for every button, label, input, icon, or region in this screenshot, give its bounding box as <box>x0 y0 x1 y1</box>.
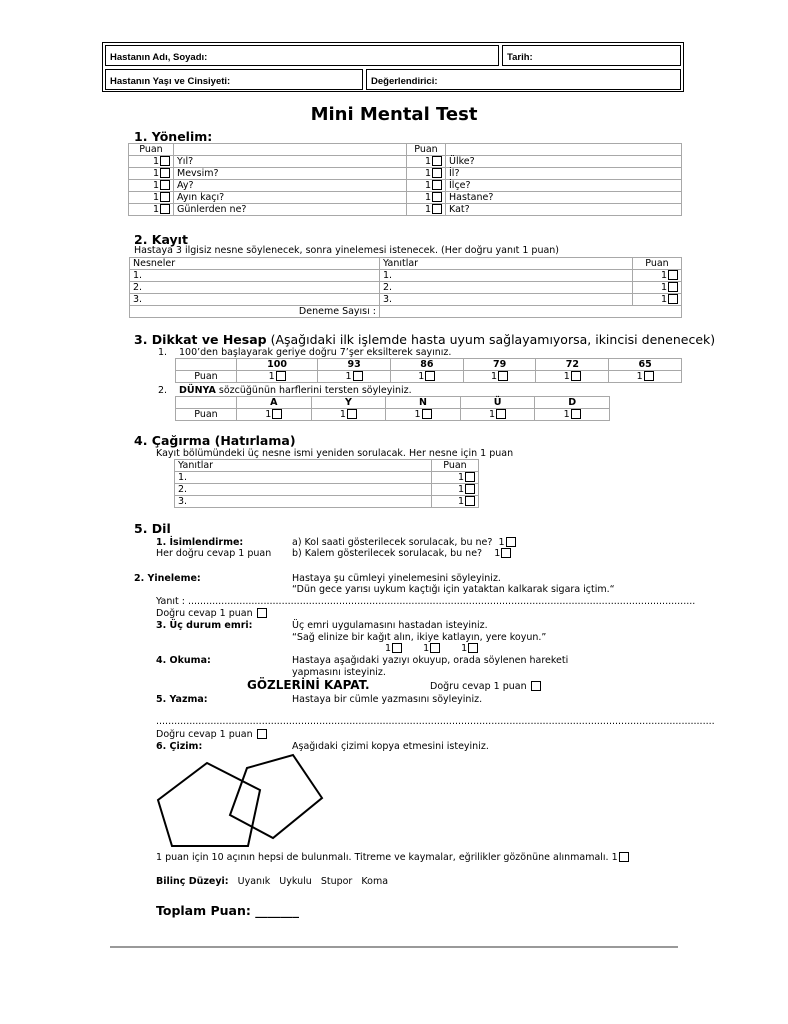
score-checkbox[interactable] <box>422 409 432 419</box>
consciousness-row <box>156 876 388 887</box>
orientation-item: İlçe? <box>446 180 682 192</box>
letter-cell: Y <box>311 397 386 409</box>
section-recall-heading: 4. Çağırma (Hatırlama) <box>134 433 296 448</box>
score-checkbox[interactable] <box>160 204 170 214</box>
score-checkbox[interactable] <box>496 409 506 419</box>
pentagon-right <box>230 755 322 838</box>
section-registration-heading: 2. Kayıt <box>134 232 188 247</box>
age-sex-label: Hastanın Yaşı ve Cinsiyeti: <box>110 76 231 87</box>
object-row[interactable]: 2. <box>130 282 380 294</box>
score-checkbox[interactable] <box>160 180 170 190</box>
orientation-item: Ayın kaçı? <box>174 192 407 204</box>
writing-answer-line[interactable]: ......................................................................................................................................................................................... <box>156 716 715 727</box>
consciousness-option[interactable]: Uykulu <box>279 876 312 887</box>
repeat-quote: “Dün gece yarısı uykum kaçtığı için yataktan kalkarak sigara içtim.“ <box>292 584 615 595</box>
naming-sub: Her doğru cevap 1 puan <box>156 548 272 559</box>
reading-command: GÖZLERİNİ KAPAT. <box>247 678 370 692</box>
score-checkbox[interactable] <box>432 180 442 190</box>
number-cell: 86 <box>390 359 463 371</box>
answers-header: Yanıtlar <box>380 258 633 270</box>
page-title: Mini Mental Test <box>310 104 478 125</box>
section-language-heading: 5. Dil <box>134 521 171 536</box>
total-label: Toplam Puan: <box>156 903 251 918</box>
puan-header: Puan <box>129 144 174 156</box>
orientation-item: Günlerden ne? <box>174 204 407 216</box>
recall-answer-row[interactable]: 2. <box>175 484 432 496</box>
score-checkbox[interactable] <box>531 681 541 691</box>
score-checkbox[interactable] <box>430 643 440 653</box>
naming-a: a) Kol saati gösterilecek sorulacak, bu ne? 1 <box>292 537 516 548</box>
orientation-item: Mevsim? <box>174 168 407 180</box>
naming-b: b) Kalem gösterilecek sorulacak, bu ne? 1 <box>292 548 511 559</box>
score-checkbox[interactable] <box>432 156 442 166</box>
score-checkbox[interactable] <box>425 371 435 381</box>
points-header: Puan <box>432 460 479 472</box>
score-checkbox[interactable] <box>465 496 475 506</box>
score-checkbox[interactable] <box>571 371 581 381</box>
letter-cell: Ü <box>460 397 535 409</box>
total-score <box>156 903 299 918</box>
score-checkbox[interactable] <box>644 371 654 381</box>
recall-answer-row[interactable]: 1. <box>175 472 432 484</box>
score-checkbox[interactable] <box>160 168 170 178</box>
attention-title: 3. Dikkat ve Hesap <box>134 332 267 347</box>
reading-text1: Hastaya aşağıdaki yazıyı okuyup, orada söylenen hareketi <box>292 655 569 666</box>
score-checkbox[interactable] <box>668 282 678 292</box>
score-checkbox[interactable] <box>347 409 357 419</box>
points-header: Puan <box>633 258 682 270</box>
score-checkbox[interactable] <box>353 371 363 381</box>
trials-label: Deneme Sayısı : <box>130 306 380 318</box>
reading-correct: Doğru cevap 1 puan <box>430 681 541 692</box>
evaluator-label: Değerlendirici: <box>371 76 438 87</box>
repeat-label: 2. Yineleme: <box>134 573 201 584</box>
score-checkbox[interactable] <box>668 294 678 304</box>
attention-item1-num: 1. <box>158 347 168 358</box>
score-checkbox[interactable] <box>392 643 402 653</box>
command-checkboxes: 1 1 1 <box>385 643 478 654</box>
date-label: Tarih: <box>507 52 533 63</box>
score-checkbox[interactable] <box>619 852 629 862</box>
command-label: 3. Üç durum emri: <box>156 620 253 631</box>
orientation-item: Hastane? <box>446 192 682 204</box>
answer-row[interactable]: 1. <box>380 270 633 282</box>
consciousness-option[interactable]: Stupor <box>320 876 353 887</box>
intersecting-pentagons-figure <box>150 748 330 852</box>
total-blank[interactable]: _______ <box>255 903 300 918</box>
score-checkbox[interactable] <box>506 537 516 547</box>
recall-instruction: Kayıt bölümündeki üç nesne ismi yeniden sorulacak. Her nesne için 1 puan <box>156 448 514 459</box>
answer-row[interactable]: 3. <box>380 294 633 306</box>
writing-correct: Doğru cevap 1 puan <box>156 729 267 740</box>
section-attention-heading <box>134 332 715 347</box>
repeat-text: Hastaya şu cümleyi yinelemesini söyleyiniz. <box>292 573 501 584</box>
reading-text2: yapmasını isteyiniz. <box>292 667 386 678</box>
letter-cell: D <box>535 397 610 409</box>
dunya-table: A Y N Ü D Puan 1 1 1 1 1 <box>175 396 610 421</box>
object-row[interactable]: 3. <box>130 294 380 306</box>
score-checkbox[interactable] <box>571 409 581 419</box>
attention-item2-text: DÜNYA sözcüğünün harflerini tersten söyleyiniz. <box>179 385 412 396</box>
score-checkbox[interactable] <box>465 472 475 482</box>
objects-header: Nesneler <box>130 258 380 270</box>
consciousness-label: Bilinç Düzeyi: <box>156 876 229 887</box>
puan-label: Puan <box>176 371 237 383</box>
drawing-note: 1 puan için 10 açının hepsi de bulunmalı. Titreme ve kaymalar, eğrilikler gözönüne alınmamalı. 1 <box>156 852 629 863</box>
score-checkbox[interactable] <box>257 608 267 618</box>
orientation-item: Ay? <box>174 180 407 192</box>
orientation-item: Yıl? <box>174 156 407 168</box>
score-checkbox[interactable] <box>468 643 478 653</box>
number-cell: 100 <box>237 359 318 371</box>
number-cell: 79 <box>463 359 536 371</box>
orientation-item: Ülke? <box>446 156 682 168</box>
command-quote: “Sağ elinize bir kağıt alın, ikiye katlayın, yere koyun.” <box>292 632 547 643</box>
patient-age-sex-field[interactable] <box>105 69 363 90</box>
score-checkbox[interactable] <box>432 204 442 214</box>
writing-text: Hastaya bir cümle yazmasını söyleyiniz. <box>292 694 483 705</box>
dunya-word: DÜNYA <box>179 385 216 396</box>
object-row[interactable]: 1. <box>130 270 380 282</box>
letter-cell: A <box>237 397 312 409</box>
number-cell: 93 <box>318 359 391 371</box>
command-text: Üç emri uygulamasını hastadan isteyiniz. <box>292 620 488 631</box>
recall-table: Yanıtlar Puan 1. 1 2. 1 3. 1 <box>174 459 479 508</box>
serial-sevens-table: 100 93 86 79 72 65 Puan 1 1 1 1 1 1 <box>175 358 682 383</box>
recall-answer-row[interactable]: 3. <box>175 496 432 508</box>
score-checkbox[interactable] <box>257 729 267 739</box>
repeat-correct: Doğru cevap 1 puan <box>156 608 267 619</box>
trials-input[interactable] <box>380 306 682 318</box>
drawing-label: 6. Çizim: <box>156 741 203 752</box>
attention-item1-text: 100’den başlayarak geriye doğru 7’şer eksilterek sayınız. <box>179 347 452 358</box>
score-checkbox[interactable] <box>276 371 286 381</box>
orientation-table: Puan Puan 1 Yıl? 1 Ülke? 1 Mevsim? 1 İl? 1 Ay? 1 İlçe? 1 Ayın kaçı? 1 Hastane? 1 Günlerden ne? 1 Kat? <box>128 143 682 216</box>
patient-name-field[interactable] <box>105 45 499 66</box>
score-checkbox[interactable] <box>432 192 442 202</box>
answer-row[interactable]: 2. <box>380 282 633 294</box>
consciousness-option[interactable]: Koma <box>361 876 389 887</box>
score-checkbox[interactable] <box>272 409 282 419</box>
consciousness-option[interactable]: Uyanık <box>237 876 271 887</box>
repeat-answer-line[interactable]: Yanıt : ........................................................................................................................................................................ <box>156 596 696 607</box>
score-checkbox[interactable] <box>160 192 170 202</box>
answers-header: Yanıtlar <box>175 460 432 472</box>
score-checkbox[interactable] <box>465 484 475 494</box>
registration-instruction: Hastaya 3 ilgisiz nesne söylenecek, sonra yinelemesi istenecek. (Her doğru yanıt 1 puan) <box>134 245 560 256</box>
naming-label: 1. İsimlendirme: <box>156 537 244 548</box>
section-orientation-heading: 1. Yönelim: <box>134 129 213 144</box>
drawing-text: Aşağıdaki çizimi kopya etmesini isteyiniz. <box>292 741 489 752</box>
orientation-item: İl? <box>446 168 682 180</box>
writing-label: 5. Yazma: <box>156 694 208 705</box>
number-cell: 72 <box>536 359 609 371</box>
number-cell: 65 <box>609 359 682 371</box>
footer-divider <box>110 946 678 948</box>
score-checkbox[interactable] <box>501 548 511 558</box>
evaluator-field[interactable] <box>366 69 681 90</box>
orientation-item: Kat? <box>446 204 682 216</box>
score-checkbox[interactable] <box>432 168 442 178</box>
score-checkbox[interactable] <box>498 371 508 381</box>
score-checkbox[interactable] <box>160 156 170 166</box>
score-checkbox[interactable] <box>668 270 678 280</box>
puan-label: Puan <box>176 409 237 421</box>
attention-item2-num: 2. <box>158 385 168 396</box>
date-field[interactable] <box>502 45 681 66</box>
puan-header: Puan <box>407 144 446 156</box>
attention-note: (Aşağıdaki ilk işlemde hasta uyum sağlayamıyorsa, ikincisi denenecek) <box>270 332 716 347</box>
patient-name-label: Hastanın Adı, Soyadı: <box>110 52 208 63</box>
registration-table: Nesneler Yanıtlar Puan 1. 1. 1 2. 2. 1 3. 3. 1 Deneme Sayısı : <box>129 257 682 318</box>
reading-label: 4. Okuma: <box>156 655 211 666</box>
letter-cell: N <box>386 397 461 409</box>
